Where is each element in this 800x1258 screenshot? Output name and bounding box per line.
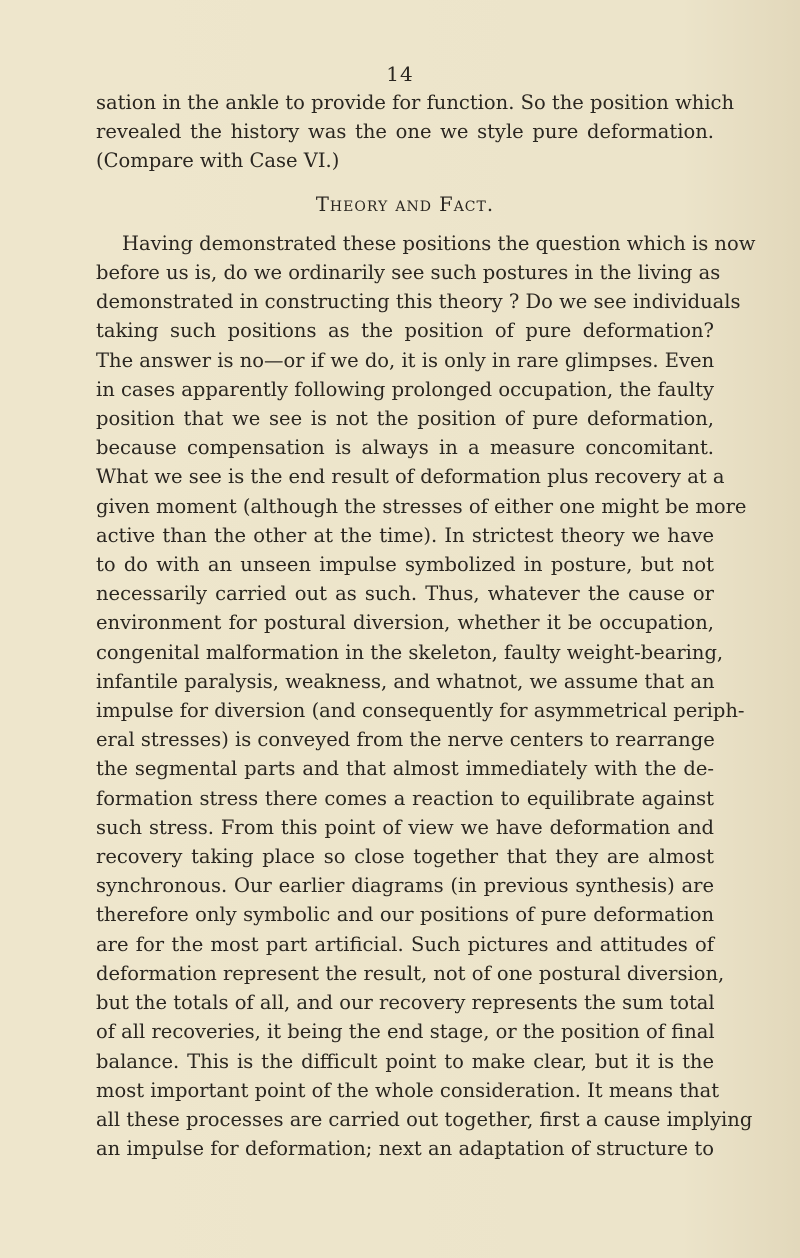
text-line: the segmental parts and that almost immediately with the de- xyxy=(96,757,714,781)
text-line: of all recoveries, it being the end stage, or the position of final xyxy=(96,1020,715,1044)
text-line: Having demonstrated these positions the question which is now xyxy=(122,231,756,255)
text-line: position that we see is not the position of pure deformation, xyxy=(96,407,714,431)
text-line: such stress. From this point of view we have deformation and xyxy=(96,815,714,839)
text-line: to do with an unseen impulse symbolized in posture, but not xyxy=(96,553,714,577)
text-line: formation stress there comes a reaction to equilibrate against xyxy=(96,786,714,810)
section-heading: Theory and Fact. xyxy=(315,192,495,216)
text-line: demonstrated in constructing this theory ? Do we see individuals xyxy=(96,290,741,314)
text-line: necessarily carried out as such. Thus, whatever the cause or xyxy=(96,582,714,606)
text-line: synchronous. Our earlier diagrams (in previous synthesis) are xyxy=(96,874,714,898)
text-line: deformation represent the result, not of one postural diversion, xyxy=(96,961,725,985)
text-line: most important point of the whole consideration. It means that xyxy=(96,1078,720,1102)
page-text xyxy=(96,88,756,1163)
text-line: active than the other at the time). In strictest theory we have xyxy=(96,523,714,547)
text-line: What we see is the end result of deformation plus recovery at a xyxy=(96,465,725,489)
text-line: revealed the history was the one we style pure deformation. xyxy=(96,120,714,144)
text-line: because compensation is always in a measure concomitant. xyxy=(96,436,714,460)
text-line: but the totals of all, and our recovery represents the sum total xyxy=(96,991,715,1015)
text-line: an impulse for deformation; next an adaptation of structure to xyxy=(96,1137,714,1161)
text-line: eral stresses) is conveyed from the nerve centers to rearrange xyxy=(96,728,715,752)
text-line: all these processes are carried out together, first a cause implying xyxy=(96,1107,753,1131)
text-line: are for the most part artificial. Such pictures and attitudes of xyxy=(96,932,714,956)
page-number: 14 xyxy=(386,62,414,86)
text-line: congenital malformation in the skeleton, faulty weight-bearing, xyxy=(96,640,724,664)
text-line: sation in the ankle to provide for function. So the position which xyxy=(96,91,735,114)
text-line: recovery taking place so close together that they are almost xyxy=(96,845,714,869)
text-line: The answer is no—or if we do, it is only in rare glimpses. Even xyxy=(96,348,715,372)
text-line: balance. This is the difficult point to make clear, but it is the xyxy=(96,1049,714,1073)
text-line: taking such positions as the position of pure deformation? xyxy=(96,319,714,343)
text-line: in cases apparently following prolonged occupation, the faulty xyxy=(96,377,714,401)
text-line: therefore only symbolic and our positions of pure deformation xyxy=(96,903,714,927)
text-line: impulse for diversion (and consequently for asymmetrical periph- xyxy=(96,699,745,723)
text-line: infantile paralysis, weakness, and whatnot, we assume that an xyxy=(96,669,715,693)
text-line: environment for postural diversion, whether it be occupation, xyxy=(96,611,714,635)
text-line: before us is, do we ordinarily see such postures in the living as xyxy=(96,261,721,285)
text-line: (Compare with Case VI.) xyxy=(96,149,340,173)
text-line: given moment (although the stresses of either one might be more xyxy=(96,494,747,518)
